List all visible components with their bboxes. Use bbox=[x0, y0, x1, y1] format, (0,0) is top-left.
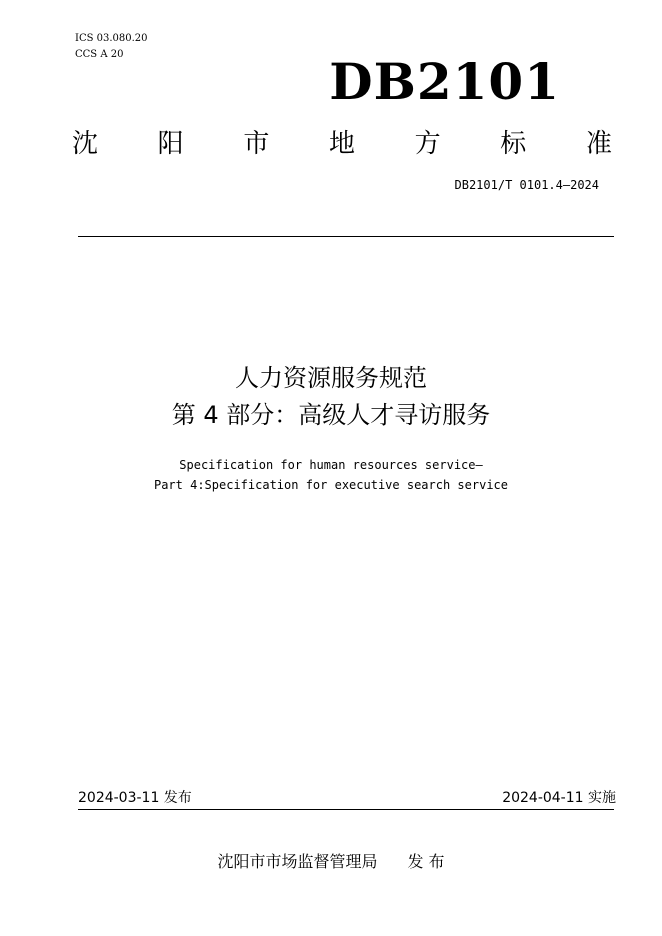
standard-number: DB2101/T 0101.4—2024 bbox=[454, 178, 599, 192]
release-date: 2024-03-11 发布 bbox=[78, 790, 192, 806]
standard-type-char: 标 bbox=[500, 129, 527, 159]
standard-type-char: 方 bbox=[414, 129, 441, 159]
ccs-code: CCS A 20 bbox=[75, 49, 124, 60]
standard-type-char: 准 bbox=[585, 129, 612, 159]
title-cn-line2: 第 4 部分：高级人才寻访服务 bbox=[171, 401, 491, 429]
title-cn-line1: 人力资源服务规范 bbox=[235, 364, 427, 392]
implementation-date: 2024-04-11 实施 bbox=[502, 790, 616, 806]
issuer-line bbox=[0, 850, 662, 874]
header-divider bbox=[78, 236, 614, 237]
issuer-name: 沈阳市市场监督管理局 bbox=[217, 852, 378, 871]
footer-divider bbox=[78, 809, 614, 810]
standard-type-char: 阳 bbox=[157, 129, 184, 159]
ics-code: ICS 03.080.20 bbox=[75, 33, 148, 44]
standard-type-char: 市 bbox=[243, 129, 270, 159]
standard-type-char: 地 bbox=[328, 129, 355, 159]
standard-code-logo: DB2101 bbox=[329, 52, 560, 111]
issue-word: 发 布 bbox=[407, 852, 445, 871]
standard-type-char: 沈 bbox=[72, 129, 99, 159]
title-en-line2: Part 4:Specification for executive search service bbox=[153, 478, 508, 492]
title-en-line1: Specification for human resources service— bbox=[179, 458, 483, 472]
standard-type-heading bbox=[72, 124, 612, 164]
